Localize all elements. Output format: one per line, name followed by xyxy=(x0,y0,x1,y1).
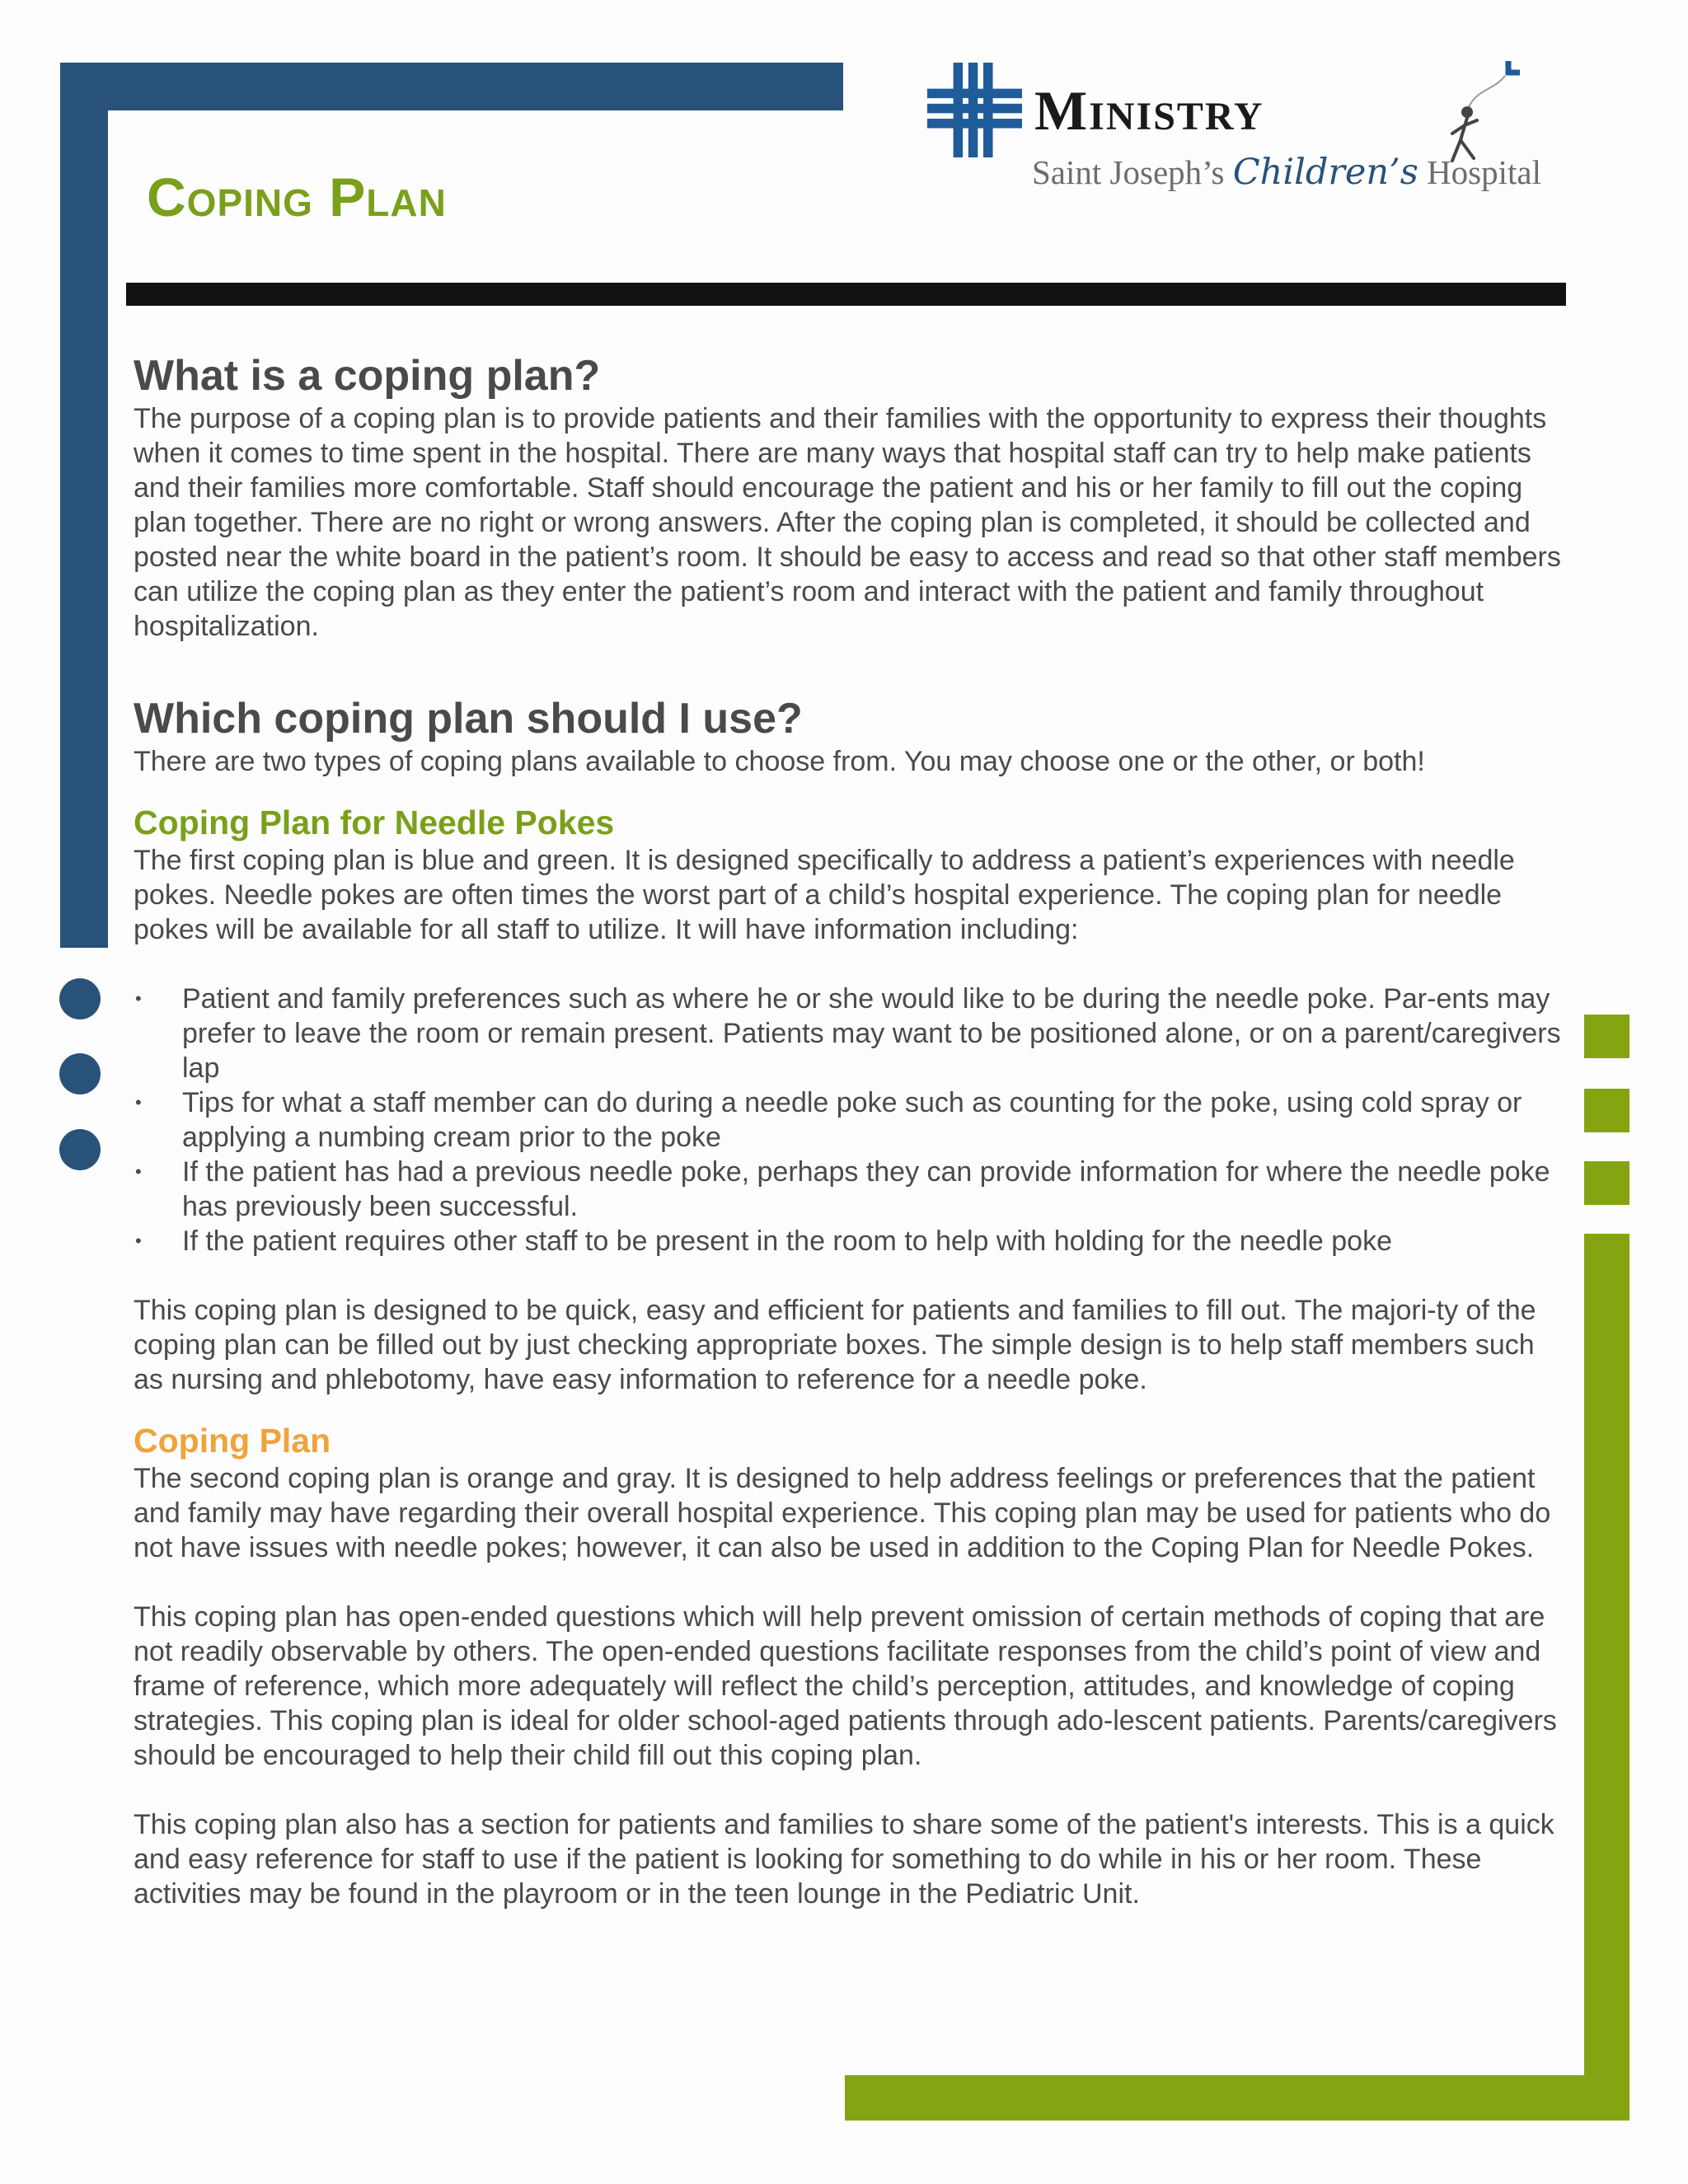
list-item: • Patient and family preferences such as where he or she would like to be during the needle poke. Par-ents may prefer to leave the room or remain present. Patients may want to be positioned alone, or on a parent/caregivers lap xyxy=(135,983,1561,1084)
what-heading: What is a coping plan? xyxy=(134,352,601,400)
title-rule xyxy=(126,283,1566,306)
green-square xyxy=(1584,1089,1629,1132)
general-para-2: This coping plan has open-ended questions which will help prevent omission of certain methods of coping that are not readily observable by others. The open-ended questions facilitate responses from the child’s point of view and frame of reference, which more adequately will reflect the child’s perception, attitudes, and knowledge of coping strategies. This coping plan is ideal for older school-aged patients through ado-lescent patients. Parents/caregivers should be encouraged to help their child fill out this coping plan. xyxy=(134,1601,1557,1771)
bullet-icon: • xyxy=(135,1230,142,1251)
general-para-3: This coping plan also has a section for patients and families to share some of the patient's interests. This is a quick and easy reference for staff to use if the patient is looking for something to do while in his or her room. These activities may be found in the playroom or in the teen lounge in the Pediatric Unit. xyxy=(134,1809,1554,1910)
list-item: • If the patient requires other staff to be present in the room to help with holding for the needle poke xyxy=(135,1226,1392,1257)
blue-frame-left xyxy=(60,63,108,948)
bullet-icon: • xyxy=(135,1161,142,1182)
logo-ministry-text: Ministry xyxy=(1034,79,1264,142)
list-item: • If the patient has had a previous needle poke, perhaps they can provide information for where the needle poke has previously been successful. xyxy=(135,1156,1550,1222)
green-square xyxy=(1584,1161,1629,1205)
ministry-cross-icon xyxy=(927,63,1022,157)
needle-heading: Coping Plan for Needle Pokes xyxy=(134,804,615,841)
green-frame-bottom xyxy=(845,2075,1629,2121)
blue-dot xyxy=(59,1129,101,1170)
main-content xyxy=(134,350,1564,1911)
bullet-icon: • xyxy=(135,1092,142,1113)
blue-dot xyxy=(59,978,101,1019)
green-square xyxy=(1584,1015,1629,1058)
which-heading: Which coping plan should I use? xyxy=(134,695,803,743)
general-para-1: The second coping plan is orange and gray. It is designed to help address feelings or preferences that the patient and family may have regarding their overall hospital experience. This coping plan may be used for patients who do not have issues with needle pokes; however, it can also be used in addition to the Coping Plan for Needle Pokes. xyxy=(134,1463,1551,1563)
needle-intro: The first coping plan is blue and green. It is designed specifically to address a patient’s experiences with needle pokes. Needle pokes are often times the worst part of a child’s hospital experience. The coping plan for needle pokes will be available for all staff to utilize. It will have information including: xyxy=(134,845,1515,945)
green-frame-right xyxy=(1584,1234,1629,2118)
hospital-logo xyxy=(925,58,1584,206)
blue-dot xyxy=(59,1053,101,1094)
logo-hospital-name: Saint Joseph’s Children’s Hospital xyxy=(1032,152,1541,193)
blue-frame-top xyxy=(60,63,843,110)
which-body: There are two types of coping plans available to choose from. You may choose one or the other, or both! xyxy=(134,746,1425,777)
kite-child-icon xyxy=(1419,58,1526,165)
needle-closing: This coping plan is designed to be quick, easy and efficient for patients and families to fill out. The majori-ty of the coping plan can be filled out by just checking appropriate boxes. The simple design is to help staff members such as nursing and phlebotomy, have easy information to reference for a needle poke. xyxy=(134,1295,1536,1395)
needle-bullet-list xyxy=(134,982,1564,1258)
bullet-icon: • xyxy=(135,988,142,1009)
page-title: Coping Plan xyxy=(147,166,447,227)
what-body: The purpose of a coping plan is to provide patients and their families with the opportunity to express their thoughts when it comes to time spent in the hospital. There are many ways that hospital staff can try to help make patients and their families more comfortable. Staff should encourage the patient and his or her family to fill out the coping plan together. There are no right or wrong answers. After the coping plan is completed, it should be collected and posted near the white board in the patient’s room. It should be easy to access and read so that other staff members can utilize the coping plan as they enter the patient’s room and interact with the patient and family throughout hospitalization. xyxy=(134,403,1561,642)
general-heading: Coping Plan xyxy=(134,1422,331,1460)
list-item: • Tips for what a staff member can do during a needle poke such as counting for the poke, using cold spray or applying a numbing cream prior to the poke xyxy=(135,1087,1522,1153)
